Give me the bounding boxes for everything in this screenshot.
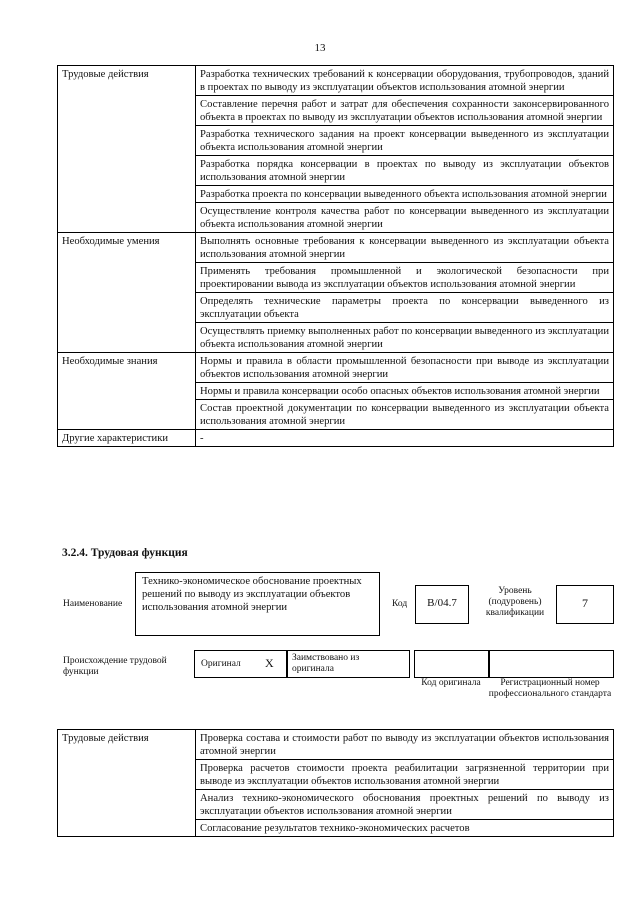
row-text: Нормы и правила в области промышленной безопасности при выводе из эксплуатации объектов использования атомной энергии bbox=[196, 353, 614, 383]
registration-number-caption: Регистрационный номер профессионального стандарта bbox=[488, 678, 612, 699]
row-category: Трудовые действия bbox=[58, 730, 196, 837]
level-value-box bbox=[556, 585, 614, 624]
table-row bbox=[58, 353, 614, 383]
name-label: Наименование bbox=[63, 599, 123, 609]
original-mark: X bbox=[265, 656, 274, 670]
original-code-caption: Код оригинала bbox=[421, 678, 481, 688]
level-label: Уровень (подуровень) квалификации bbox=[485, 586, 545, 618]
page-number: 13 bbox=[314, 42, 326, 54]
borrowed-cell bbox=[286, 650, 410, 678]
row-text: - bbox=[196, 430, 614, 447]
origin-label: Происхождение трудовой функции bbox=[63, 656, 167, 677]
row-text: Проверка состава и стоимости работ по выводу из эксплуатации объектов использования атомной энергии bbox=[196, 730, 614, 760]
section-heading: 3.2.4. Трудовая функция bbox=[62, 547, 188, 559]
row-text: Выполнять основные требования к консервации выведенного из эксплуатации объекта использования атомной энергии bbox=[196, 233, 614, 263]
borrowed-label: Заимствовано из оригинала bbox=[292, 653, 360, 674]
row-text: Применять требования промышленной и экологической безопасности при проектировании вывода из эксплуатации объектов использования атомной энергии bbox=[196, 263, 614, 293]
row-category: Другие характеристики bbox=[58, 430, 196, 447]
labor-actions-table bbox=[57, 729, 614, 837]
code-label: Код bbox=[392, 599, 408, 609]
row-text: Разработка проекта по консервации выведенного объекта использования атомной энергии bbox=[196, 186, 614, 203]
table-row bbox=[58, 730, 614, 760]
level-value: 7 bbox=[582, 596, 588, 610]
row-text: Проверка расчетов стоимости проекта реабилитации загрязненной территории при выводе из эксплуатации объектов использования атомной энергии bbox=[196, 760, 614, 790]
row-text: Осуществление контроля качества работ по консервации выведенного из эксплуатации объекта использования атомной энергии bbox=[196, 203, 614, 233]
original-label: Оригинал bbox=[201, 659, 241, 669]
row-category: Трудовые действия bbox=[58, 66, 196, 233]
row-text: Определять технические параметры проекта по консервации выведенного из эксплуатации объекта bbox=[196, 293, 614, 323]
table-row bbox=[58, 430, 614, 447]
table-row bbox=[58, 66, 614, 96]
row-text: Нормы и правила консервации особо опасных объектов использования атомной энергии bbox=[196, 383, 614, 400]
code-value-box bbox=[415, 585, 469, 624]
table-row bbox=[58, 233, 614, 263]
row-text: Согласование результатов технико-экономических расчетов bbox=[196, 820, 614, 837]
row-category: Необходимые знания bbox=[58, 353, 196, 430]
requirements-table bbox=[57, 65, 614, 447]
row-category: Необходимые умения bbox=[58, 233, 196, 353]
original-cell bbox=[194, 650, 288, 678]
name-value-box bbox=[135, 572, 380, 636]
row-text: Разработка порядка консервации в проектах по выводу из эксплуатации объектов использования атомной энергии bbox=[196, 156, 614, 186]
row-text: Анализ технико-экономического обоснования проектных решений по выводу из эксплуатации объектов использования атомной энергии bbox=[196, 790, 614, 820]
row-text: Разработка технических требований к консервации оборудования, трубопроводов, зданий в проектах по выводу из эксплуатации объектов использования атомной энергии bbox=[196, 66, 614, 96]
function-name: Технико-экономическое обоснование проектных решений по выводу из эксплуатации объектов использования атомной энергии bbox=[142, 576, 362, 613]
code-value: В/04.7 bbox=[427, 597, 457, 609]
row-text: Разработка технического задания на проект консервации выведенного из эксплуатации объекта использования атомной энергии bbox=[196, 126, 614, 156]
row-text: Составление перечня работ и затрат для обеспечения сохранности законсервированного объекта в проектах по выводу из эксплуатации объектов использования атомной энергии bbox=[196, 96, 614, 126]
registration-number-cell bbox=[488, 650, 614, 678]
original-code-cell bbox=[414, 650, 490, 678]
row-text: Осуществлять приемку выполненных работ по консервации выведенного из эксплуатации объекта использования атомной энергии bbox=[196, 323, 614, 353]
row-text: Состав проектной документации по консервации выведенного из эксплуатации объекта использования атомной энергии bbox=[196, 400, 614, 430]
